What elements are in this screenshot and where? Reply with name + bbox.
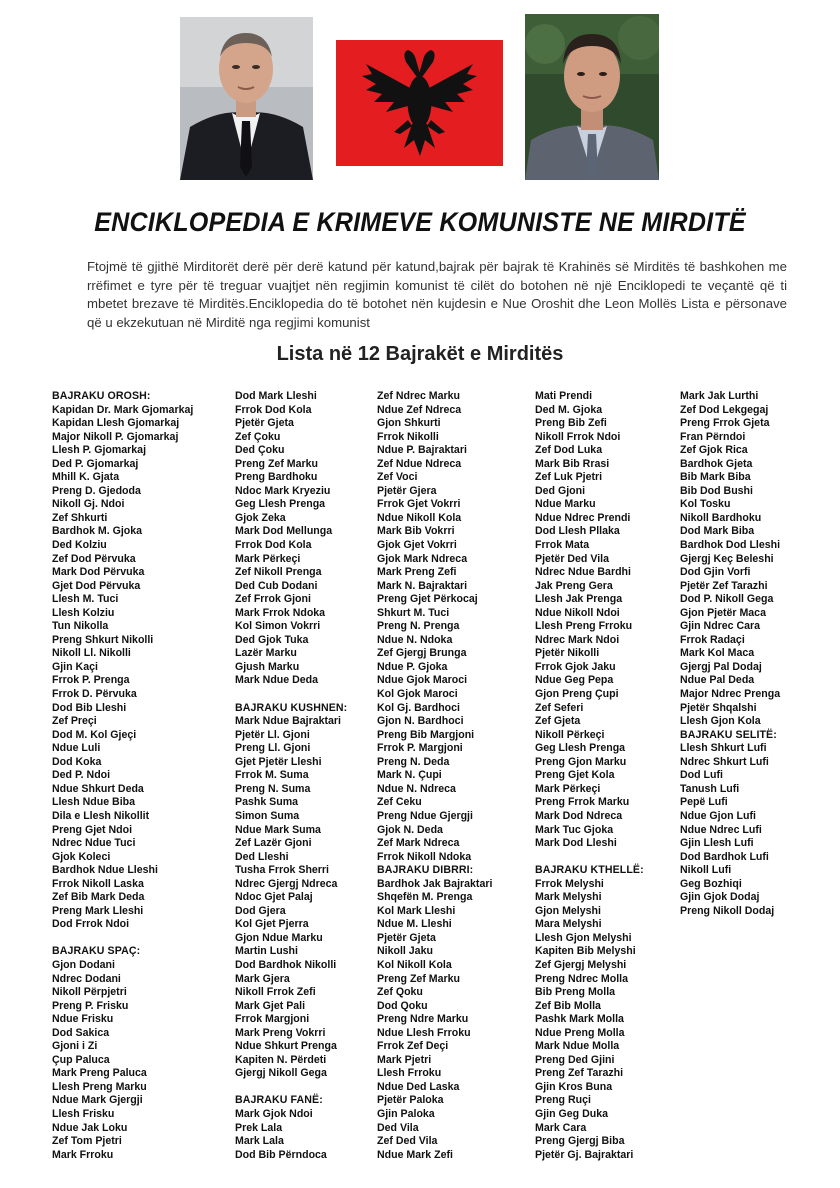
person-name: Gjon Dodani [52, 958, 115, 971]
person-name: Kol Gj. Bardhoci [377, 701, 460, 714]
person-name: Ndue Geg Pepa [535, 674, 614, 687]
person-name: Preng Nikoll Dodaj [680, 904, 775, 917]
person-name: Mark Pjetri [377, 1053, 432, 1066]
person-name: Ndue Mark Suma [235, 823, 321, 836]
person-name: Zef Gjeta [535, 715, 581, 728]
person-name: Frrok Gjok Jaku [535, 660, 616, 673]
person-name: Ded Gjoni [535, 484, 586, 497]
person-name: Mark Bib Vokrri [377, 525, 455, 538]
person-name: Pashk Suma [235, 796, 299, 809]
person-name: Zef Bib Mark Deda [52, 891, 145, 904]
names-column-4 [535, 390, 644, 1162]
names-column-3 [377, 390, 492, 1162]
person-name: Dod Bardhok Lufi [680, 850, 769, 863]
person-name: Zef Preçi [52, 715, 97, 728]
person-name: Pjetër Paloka [377, 1094, 444, 1107]
person-name: Zef Dod Lekgegaj [680, 403, 769, 416]
person-name: Mark N. Bajraktari [377, 579, 468, 592]
person-name: Ndue Gjok Maroci [377, 674, 468, 687]
person-name: Zef Nikoll Prenga [235, 566, 322, 579]
person-name: Prek Lala [235, 1121, 283, 1134]
person-name: Ndrec Shkurt Lufi [680, 755, 769, 768]
person-name: Ded M. Gjoka [535, 403, 603, 416]
person-name: Nikoll Gj. Ndoi [52, 498, 125, 511]
person-name: Llesh Kolziu [52, 606, 115, 619]
person-name: Mark Dod Përvuka [52, 566, 145, 579]
portrait-right [525, 14, 659, 180]
person-name: Dod Koka [52, 755, 102, 768]
person-name: Ndue Preng Molla [535, 1026, 625, 1039]
person-name: Shkurt M. Tuci [377, 606, 450, 619]
bajrak-heading: BAJRAKU OROSH: [52, 390, 151, 402]
person-name: Zef Dod Përvuka [52, 552, 136, 565]
person-name: Mark Përkeçi [535, 782, 601, 795]
person-name: Pjetër Zef Tarazhi [680, 579, 768, 592]
person-name: Simon Suma [235, 809, 300, 822]
person-name: Bardhok Gjeta [680, 457, 753, 470]
person-name: Frrok Radaçi [680, 633, 745, 646]
person-name: Gjon Preng Çupi [535, 688, 619, 701]
intro-paragraph: Ftojmë të gjithë Mirditorët derë për derë katund për katund,bajrak për bajrak të Krahinës së Mirditës të bashkohen me rrëfimet e tyre për të treguar vuajtjet nën regjimin komunist të cilët do botohen në një Enciklopedi te veçantë që ti mbetet brezave të Mirditës.Enciklopedia do të botohet nën kujdesin e Nue Oroshit dhe Leon Mollës Lista e përsonave që u ekzekutuan në Mirditë nga regjimi komunist [87, 259, 787, 330]
person-name: Major Ndrec Prenga [680, 688, 781, 701]
person-name: Preng Frrok Marku [535, 796, 630, 809]
person-name: Gjergj Keç Beleshi [680, 552, 774, 565]
person-name: Gjok Gjet Vokrri [377, 539, 457, 552]
person-name: Preng Gjet Përkocaj [377, 593, 478, 606]
person-name: Frrok Gjet Vokrri [377, 498, 461, 511]
person-name: Ndue Shkurt Deda [52, 782, 144, 795]
person-name: Jak Preng Gera [535, 579, 613, 592]
person-name: Ndoc Gjet Palaj [235, 891, 313, 904]
person-name: Gjok Zeka [235, 511, 286, 524]
person-name: Mark N. Çupi [377, 769, 442, 782]
person-name: Nikoll Frrok Zefi [235, 986, 316, 999]
person-name: Mark Bib Rrasi [535, 457, 610, 470]
person-name: Zef Seferi [535, 701, 584, 714]
person-name: Llesh Frroku [377, 1067, 442, 1080]
person-name: Zef Tom Pjetri [52, 1135, 122, 1148]
person-name: Zef Frrok Gjoni [235, 593, 311, 606]
person-name: Llesh Gjon Melyshi [535, 931, 632, 944]
bajrak-heading: BAJRAKU FANË: [235, 1094, 323, 1107]
person-name: Gjin Paloka [377, 1107, 435, 1120]
person-name: Ndrec Ndue Tuci [52, 837, 136, 850]
person-name: Ndue Frisku [52, 1013, 114, 1026]
person-name: Mark Ndue Deda [235, 674, 319, 687]
person-name: Pjetër Shqalshi [680, 701, 757, 714]
person-name: Ndrec Dodani [52, 972, 121, 985]
person-name: Ndue Marku [535, 498, 596, 511]
person-name: Gjergj Pal Dodaj [680, 660, 762, 673]
person-name: Frrok P. Margjoni [377, 742, 463, 755]
person-name: Kapidan Llesh Gjomarkaj [52, 417, 180, 430]
person-name: Preng N. Suma [235, 782, 311, 795]
bajrak-heading: BAJRAKU DIBRRI: [377, 864, 474, 877]
person-name: Gеg Llesh Prenga [535, 742, 626, 755]
person-name: Gjon Melyshi [535, 904, 601, 917]
person-name: Dod Qoku [377, 999, 428, 1012]
person-name: Ndue P. Gjoka [377, 660, 448, 673]
person-name: Zef Lazër Gjoni [235, 837, 312, 850]
person-name: Ndrec Ndue Bardhi [535, 566, 631, 579]
person-name: Preng Shkurt Nikolli [52, 633, 154, 646]
person-name: Llesh Preng Marku [52, 1080, 147, 1093]
person-name: Zef Ndrec Marku [377, 390, 461, 402]
person-name: Dod Mark Lleshi [235, 390, 317, 402]
list-subtitle: Lista në 12 Bajrakët e Mirditës [276, 343, 564, 365]
person-name: Zef Gjergj Brunga [377, 647, 467, 660]
person-name: Ded Gjok Tuka [235, 633, 309, 646]
names-column-1 [52, 390, 193, 1162]
person-name: Nikoll Lufi [680, 864, 732, 877]
person-name: Ndue Ndrec Prendi [535, 511, 631, 524]
person-name: Mark Gjok Ndoi [235, 1107, 313, 1120]
person-name: Pjetër Gjeta [377, 931, 436, 944]
person-name: Ndue Mark Zefi [377, 1148, 453, 1161]
person-name: Gjin Kaçi [52, 660, 98, 673]
person-name: Llesh M. Tuci [52, 593, 119, 606]
person-name: Nikoll Bardhoku [680, 511, 762, 524]
person-name: Zef Dod Luka [535, 444, 603, 457]
person-name: Preng N. Deda [377, 755, 450, 768]
person-name: Mark Tuc Gjoka [535, 823, 614, 836]
person-name: Gjon Ndue Marku [235, 931, 323, 944]
person-name: Nikoll Frrok Ndoi [535, 430, 621, 443]
person-name: Gjin Kros Buna [535, 1080, 613, 1093]
person-name: Zef Ded Vila [377, 1135, 438, 1148]
person-name: Pjetër Ll. Gjoni [235, 728, 310, 741]
person-name: Ndue Ded Laska [377, 1080, 460, 1093]
person-name: Gjin Llesh Lufi [680, 837, 754, 850]
albanian-flag [336, 40, 503, 166]
person-name: Bardhok M. Gjoka [52, 525, 143, 538]
person-name: Llesh P. Gjomarkaj [52, 444, 147, 457]
person-name: Bib Mark Biba [680, 471, 751, 484]
person-name: Gjok N. Deda [377, 823, 443, 836]
person-name: Ndue Zef Ndreca [377, 403, 462, 416]
person-name: Mark Ndue Molla [535, 1040, 620, 1053]
person-name: Dod Lufi [680, 769, 723, 782]
person-name: Preng P. Frisku [52, 999, 129, 1012]
person-name: Zef Gjergj Melyshi [535, 958, 627, 971]
person-name: Gjon Pjetër Maca [680, 606, 766, 619]
bajrak-heading: BAJRAKU SPAÇ: [52, 945, 141, 958]
person-name: Preng Gjergj Biba [535, 1135, 625, 1148]
person-name: Mark Preng Paluca [52, 1067, 147, 1080]
person-name: Gjon Shkurti [377, 417, 441, 430]
person-name: Lazër Marku [235, 647, 297, 660]
person-name: Frrok Melyshi [535, 877, 604, 890]
person-name: Preng N. Prenga [377, 620, 460, 633]
person-name: Ndue Jak Loku [52, 1121, 128, 1134]
person-name: Dod Bib Lleshi [52, 701, 127, 714]
bajrak-heading: BAJRAKU KTHELLË: [535, 864, 644, 877]
person-name: Pjetër Gjeta [235, 417, 294, 430]
person-name: Bardhok Ndue Lleshi [52, 864, 158, 877]
person-name: Ndue N. Ndreca [377, 782, 456, 795]
person-name: Preng Ll. Gjoni [235, 742, 311, 755]
person-name: Gjush Marku [235, 660, 300, 673]
person-name: Mark Cara [535, 1121, 587, 1134]
person-name: Mark Jak Lurthi [680, 390, 759, 402]
person-name: Mark Frroku [52, 1148, 114, 1161]
person-name: Mark Frrok Ndoka [235, 606, 326, 619]
person-name: Llesh Preng Frroku [535, 620, 633, 633]
person-name: Ndue Mark Gjergji [52, 1094, 143, 1107]
person-name: Gjin Gjok Dodaj [680, 891, 760, 904]
person-name: Gjet Dod Përvuka [52, 579, 141, 592]
person-name: Ndue Luli [52, 742, 101, 755]
person-name: Preng Ndrec Molla [535, 972, 629, 985]
person-name: Ndrec Gjergj Ndreca [235, 877, 338, 890]
person-name: Preng Gjet Kola [535, 769, 615, 782]
person-name: Zef Ndue Ndreca [377, 457, 462, 470]
spacer [52, 932, 193, 946]
person-name: Martin Lushi [235, 945, 298, 958]
person-name: Ded Çoku [235, 444, 285, 457]
person-name: Ndoc Mark Kryeziu [235, 484, 331, 497]
person-name: Dod Gjera [235, 904, 286, 917]
person-name: Kol Gjok Maroci [377, 688, 458, 701]
person-name: Mark Melyshi [535, 891, 602, 904]
person-name: Mark Përkeçi [235, 552, 301, 565]
person-name: Bardhok Jak Bajraktari [377, 877, 493, 890]
person-name: Zef Luk Pjetri [535, 471, 603, 484]
person-name: Preng Mark Lleshi [52, 904, 144, 917]
person-name: Fran Përndoi [680, 430, 746, 443]
person-name: Ded Cub Dodani [235, 579, 318, 592]
portrait-left [180, 17, 313, 180]
person-name: Kol Mark Lleshi [377, 904, 456, 917]
person-name: Ndue Ndrec Lufi [680, 823, 762, 836]
person-name: Nikoll Jaku [377, 945, 433, 958]
person-name: Major Nikoll P. Gjomarkaj [52, 430, 179, 443]
spacer [235, 1081, 347, 1095]
person-name: Ndue Pal Deda [680, 674, 755, 687]
person-name: Ded Vila [377, 1121, 419, 1134]
person-name: Dod Sakica [52, 1026, 110, 1039]
person-name: Ded Lleshi [235, 850, 289, 863]
person-name: Mark Ndue Bajraktari [235, 715, 341, 728]
person-name: Nikoll Përkeçi [535, 728, 605, 741]
person-name: Dila e Llesh Nikollit [52, 809, 150, 822]
person-name: Ndue Nikoll Kola [377, 511, 462, 524]
person-name: Mark Preng Zefi [377, 566, 457, 579]
person-name: Preng Gjon Marku [535, 755, 627, 768]
person-name: Nikoll Përpjetri [52, 986, 127, 999]
person-name: Ded P. Ndoi [52, 769, 111, 782]
person-name: Preng Ded Gjini [535, 1053, 615, 1066]
portrait-left-image [180, 17, 313, 180]
person-name: Gjoni i Zi [52, 1040, 98, 1053]
person-name: Ndue P. Bajraktari [377, 444, 467, 457]
person-name: Bib Preng Molla [535, 986, 616, 999]
person-name: Frrok Dod Kola [235, 403, 312, 416]
person-name: Geg Bozhiqi [680, 877, 742, 890]
person-name: Mark Dod Mellunga [235, 525, 333, 538]
person-name: Gjok Mark Ndreca [377, 552, 468, 565]
person-name: Preng D. Gjedoda [52, 484, 141, 497]
person-name: Mark Gjera [235, 972, 290, 985]
names-column-2 [235, 390, 347, 1162]
person-name: Pepë Lufi [680, 796, 728, 809]
person-name: Frrok Zef Deçi [377, 1040, 449, 1053]
person-name: Mark Preng Vokrri [235, 1026, 326, 1039]
person-name: Ndue Llesh Frroku [377, 1026, 471, 1039]
names-column-5 [680, 390, 780, 918]
person-name: Bib Dod Bushi [680, 484, 753, 497]
page-title: ENCIKLOPEDIA E KRIMEVE KOMUNISTE NE MIRDITË [94, 207, 746, 237]
person-name: Preng Ndre Marku [377, 1013, 469, 1026]
person-name: Frrok P. Prenga [52, 674, 130, 687]
person-name: Ndue Shkurt Prenga [235, 1040, 337, 1053]
spacer [235, 688, 347, 702]
person-name: Pashk Mark Molla [535, 1013, 624, 1026]
person-name: Mark Kol Maca [680, 647, 755, 660]
person-name: Shqefën M. Prenga [377, 891, 473, 904]
bajrak-heading: BAJRAKU KUSHNEN: [235, 701, 348, 714]
person-name: Mark Lala [235, 1135, 284, 1148]
person-name: Preng Bardhoku [235, 471, 318, 484]
person-name: Frrok D. Përvuka [52, 688, 137, 701]
person-name: Llesh Ndue Biba [52, 796, 135, 809]
person-name: Ndue M. Lleshi [377, 918, 452, 931]
person-name: Kapidan Dr. Mark Gjomarkaj [52, 403, 194, 416]
person-name: Mara Melyshi [535, 918, 602, 931]
person-name: Nikoll Ll. Nikolli [52, 647, 131, 660]
person-name: Frrok Mata [535, 539, 590, 552]
person-name: Kol Gjet Pjerra [235, 918, 309, 931]
person-name: Dod Gjin Vorfi [680, 566, 751, 579]
person-name: Pjetër Gj. Bajraktari [535, 1148, 634, 1161]
person-name: Pjetër Gjera [377, 484, 437, 497]
person-name: Gjok Koleci [52, 850, 111, 863]
person-name: Preng Ndue Gjergji [377, 809, 473, 822]
person-name: Gjet Pjetër Lleshi [235, 755, 322, 768]
person-name: Zef Mark Ndreca [377, 837, 460, 850]
person-name: Preng Bib Margjoni [377, 728, 475, 741]
person-name: Llesh Gjon Kola [680, 715, 761, 728]
person-name: Dod M. Kol Gjeçi [52, 728, 137, 741]
person-name: Frrok Nikolli [377, 430, 439, 443]
person-name: Frrok Nikoll Laska [52, 877, 144, 890]
person-name: Mark Gjet Pali [235, 999, 306, 1012]
person-name: Pjetër Nikolli [535, 647, 600, 660]
double-headed-eagle-icon [336, 40, 503, 166]
person-name: Tun Nikolla [52, 620, 109, 633]
person-name: Dod Bib Përndoca [235, 1148, 327, 1161]
person-name: Ndue N. Ndoka [377, 633, 453, 646]
portrait-right-image [525, 14, 659, 180]
person-name: Zef Çoku [235, 430, 281, 443]
person-name: Çup Paluca [52, 1053, 110, 1066]
person-name: Zef Ceku [377, 796, 422, 809]
person-name: Ded P. Gjomarkaj [52, 457, 139, 470]
person-name: Mark Dod Ndreca [535, 809, 623, 822]
person-name: Preng Zef Marku [235, 457, 319, 470]
person-name: Mark Dod Lleshi [535, 837, 617, 850]
person-name: Frrok Nikoll Ndoka [377, 850, 472, 863]
person-name: Tanush Lufi [680, 782, 740, 795]
person-name: Preng Zef Marku [377, 972, 461, 985]
person-name: Kapiten N. Përdeti [235, 1053, 327, 1066]
person-name: Llesh Frisku [52, 1107, 115, 1120]
person-name: Zef Shkurti [52, 511, 108, 524]
person-name: Kol Tosku [680, 498, 731, 511]
person-name: Mati Prendi [535, 390, 593, 402]
person-name: Zef Bib Molla [535, 999, 601, 1012]
person-name: Zef Gjok Rica [680, 444, 748, 457]
person-name: Frrok Dod Kola [235, 539, 312, 552]
person-name: Tusha Frrok Sherri [235, 864, 329, 877]
person-name: Bardhok Dod Lleshi [680, 539, 781, 552]
person-name: Dod Bardhok Nikolli [235, 958, 337, 971]
person-name: Gjin Geg Duka [535, 1107, 608, 1120]
person-name: Ndue Nikoll Ndoi [535, 606, 620, 619]
spacer [535, 851, 644, 865]
person-name: Ded Kolziu [52, 539, 107, 552]
person-name: Mhill K. Gjata [52, 471, 120, 484]
person-name: Zef Qoku [377, 986, 423, 999]
person-name: Geg Llesh Prenga [235, 498, 326, 511]
person-name: Dod Llesh Pllaka [535, 525, 620, 538]
person-name: Dod P. Nikoll Gega [680, 593, 774, 606]
person-name: Kapiten Bib Melyshi [535, 945, 636, 958]
person-name: Gjon N. Bardhoci [377, 715, 464, 728]
person-name: Gjergj Nikoll Gega [235, 1067, 327, 1080]
person-name: Preng Ruçi [535, 1094, 591, 1107]
person-name: Kol Nikoll Kola [377, 958, 452, 971]
person-name: Gjin Ndrec Cara [680, 620, 761, 633]
person-name: Ndrec Mark Ndoi [535, 633, 620, 646]
person-name: Dod Mark Biba [680, 525, 755, 538]
person-name: Zef Voci [377, 471, 418, 484]
person-name: Llesh Shkurt Lufi [680, 742, 767, 755]
person-name: Kol Simon Vokrri [235, 620, 321, 633]
person-name: Preng Frrok Gjeta [680, 417, 770, 430]
person-name: Preng Gjet Ndoi [52, 823, 133, 836]
person-name: Dod Frrok Ndoi [52, 918, 130, 931]
person-name: Frrok M. Suma [235, 769, 309, 782]
person-name: Pjetër Ded Vila [535, 552, 609, 565]
person-name: Llesh Jak Prenga [535, 593, 623, 606]
person-name: Ndue Gjon Lufi [680, 809, 756, 822]
bajrak-heading: BAJRAKU SELITË: [680, 728, 777, 741]
person-name: Frrok Margjoni [235, 1013, 310, 1026]
person-name: Preng Zef Tarazhi [535, 1067, 624, 1080]
person-name: Preng Bib Zefi [535, 417, 607, 430]
